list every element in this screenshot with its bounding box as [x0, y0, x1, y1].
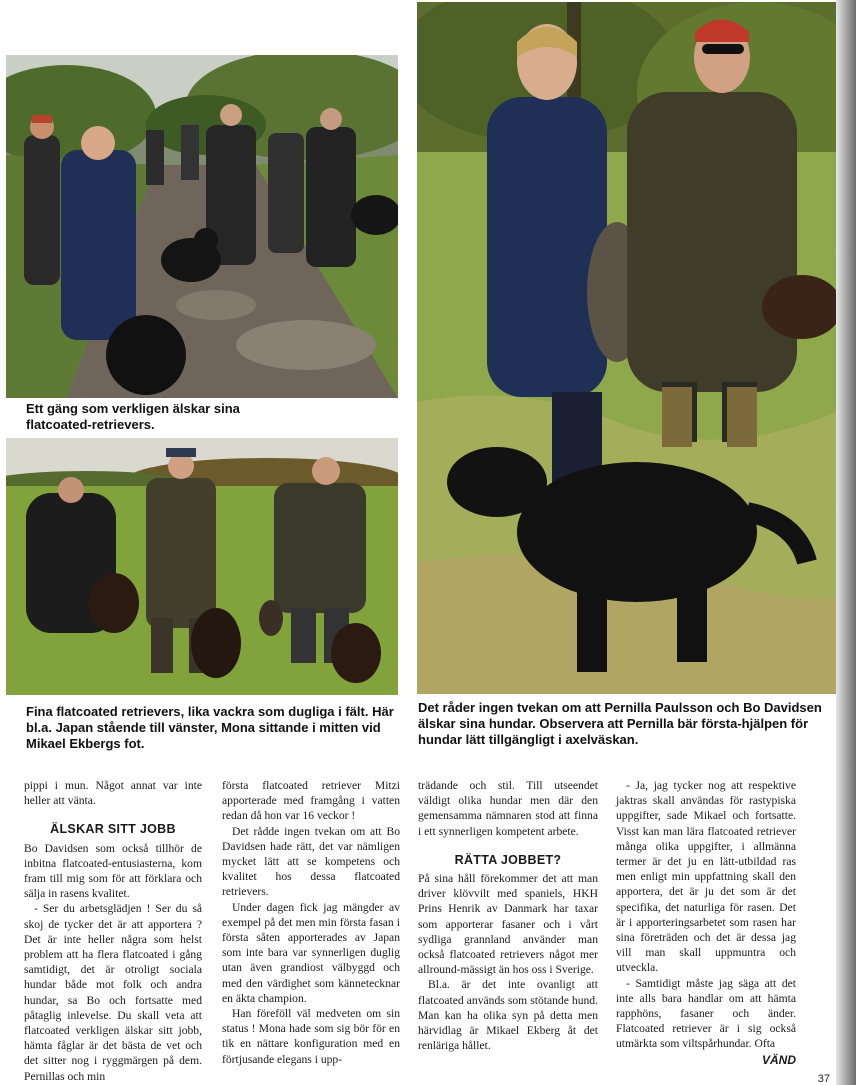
photo-couple-with-dog	[417, 2, 836, 694]
column-text: Bl.a. är det inte ovanligt att flatcoated används som stötande hund. Man kan ha olika syn på detta men härvidlag är Mikael Ekberg åt det renläriga hållet.	[418, 978, 598, 1053]
article-column-2	[222, 778, 400, 1067]
column-text: Under dagen fick jag mängder av exempel på det men min första fasan i första såten apporterades av Japan som inte bara var synnerligen duglig utan även grandiost välbyggd och med den värdighet som kännetecknar en äkta champion.	[222, 900, 400, 1005]
column-text: - Samtidigt måste jag säga att det inte alls bara handlar om att hämta rapphöns, fasaner och änder. Flatcoated retriever är i sig också utmärkta som viltspårhundar. Ofta	[616, 976, 796, 1051]
people-walking-dogs-photo	[6, 55, 398, 398]
article-column-1	[24, 778, 202, 1084]
column-text: - Ser du arbetsglädjen ! Ser du så skoj de tycker det är att apportera ? Det är inte heller några som helst problem att ha flera flatcoated i gång samtidigt, det är otroligt sociala hundar både mot folk och andra hundar, sa Bo och fortsatte med påtaglig inlevelse. Du skall veta att flatcoated verkligen älskar sitt jobb, hämta fåglar är det bästa de vet och det sitter nog i ryggmärgen på dem. Pernillas och min	[24, 902, 202, 1083]
column-text: Det rådde ingen tvekan om att Bo Davidsen hade rätt, det var nämligen mycket lätt att se kompetens och kvalitet hos dessa flatcoated retrievers.	[222, 824, 400, 899]
turn-page-label: VÄND	[761, 1052, 796, 1067]
column-text: På sina håll förekommer det att man driver klövvilt med spaniels, HKH Prins Henrik av Danmark har taxar som apporterar fasaner och i vårt sydliga grannland använder man också flatcoated retrievers något mer allround-mässigt än hos oss i Sverige.	[418, 872, 598, 977]
two-people-with-black-dog-photo	[417, 2, 836, 694]
people-in-field-with-dogs-photo	[6, 438, 398, 695]
column-text: - Ja, jag tycker nog att respektive jaktras skall användas för rastypiska uppgifter, sade Mikael och fortsatte. Visst kan man lära flatcoated retriever många olika uppgifter, i allmänna termer är det ju en lätt-utbildad ras men enligt min uppfattning skall den apportera, det är ju det som är det specifika, det naturliga för rasen. Det är i apporteringsarbetet som rasen har sina företräden och det är dessa jag vill man skall uppmuntra och utveckla.	[616, 779, 796, 975]
photo-field-group	[6, 438, 398, 695]
column-text: pippi i mun. Något annat var inte heller att vänta.	[24, 779, 202, 808]
caption-field-group: Fina flatcoated retrievers, lika vackra som dugliga i fält. Här bl.a. Japan stående till vänster, Mona sittande i mitten vid Mikael Ekbergs fot.	[26, 704, 394, 751]
photo-walking-group	[6, 55, 398, 398]
column-text: första flatcoated retriever Mitzi apporterade med framgång i vatten redan då hon var 16 veckor !	[222, 779, 400, 823]
article-column-4	[616, 778, 796, 1068]
caption-couple-with-dog: Det råder ingen tvekan om att Pernilla Paulsson och Bo Davidsen älskar sina hundar. Observera att Pernilla bär första-hjälpen för hundar lätt tillgängligt i axelväskan.	[418, 700, 822, 747]
page-edge-shadow	[836, 0, 856, 1085]
column-text: Bo Davidsen som också tillhör de inbitna flatcoated-entusiasterna, kom fram till mig som för att förklara och sälja in rasens kvalitet.	[24, 841, 202, 901]
column-text: Han föreföll väl medveten om sin status ! Mona hade som sig bör för en tik en nättare konfiguration med en förtjusande elegans i upp-	[222, 1007, 400, 1066]
caption-walking-group: Ett gäng som verkligen älskar sina flatcoated-retrievers.	[26, 401, 240, 432]
page-number: 37	[817, 1073, 830, 1085]
subheading-alskar-sitt-jobb: ÄLSKAR SITT JOBB	[50, 822, 176, 837]
column-text: trädande och stil. Till utseendet väldigt olika hundar men där den gemensamma nämnaren stod att finna i ett synnerligen kompetent arbete.	[418, 779, 598, 838]
article-column-3	[418, 778, 598, 1053]
subheading-ratta-jobbet: RÄTTA JOBBET?	[454, 852, 562, 867]
